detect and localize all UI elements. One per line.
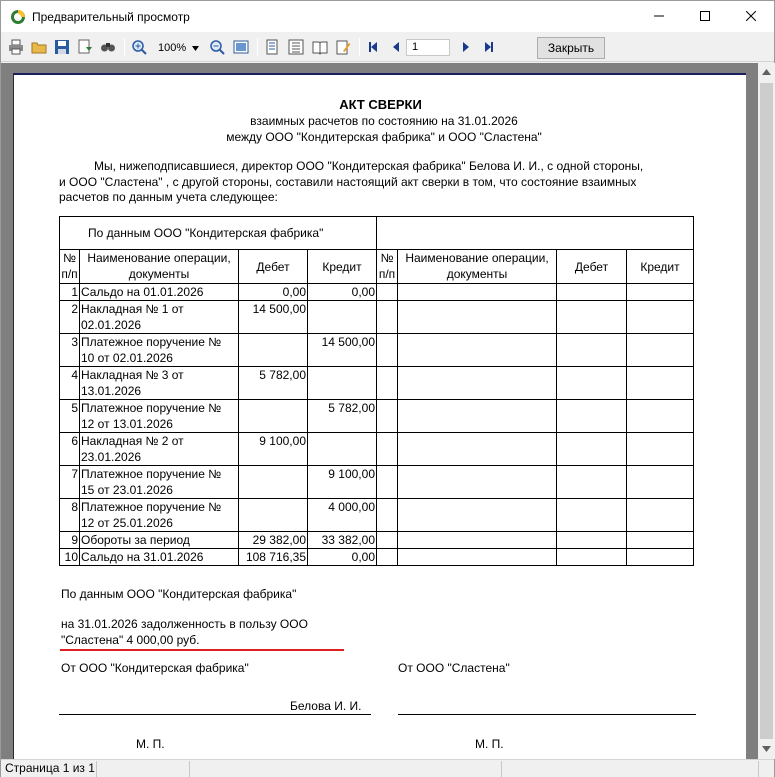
row-number-right <box>377 549 398 566</box>
row-credit-right <box>627 367 694 400</box>
row-credit-right <box>627 532 694 549</box>
row-operation-name: Сальдо на 01.01.2026 <box>80 284 239 301</box>
row-credit-right <box>627 466 694 499</box>
row-operation-name: Платежное поручение № 15 от 23.01.2026 <box>80 466 239 499</box>
row-number: 9 <box>60 532 80 549</box>
row-number-right <box>377 499 398 532</box>
last-page-icon <box>483 41 495 53</box>
row-number-right <box>377 284 398 301</box>
table-row <box>60 433 694 466</box>
table-row <box>60 532 694 549</box>
toolbar-separator <box>257 38 258 56</box>
row-credit: 0,00 <box>308 284 377 301</box>
next-page-button[interactable] <box>457 38 475 56</box>
summary-line-1: на 31.01.2026 задолженность в пользу ООО <box>61 617 308 631</box>
row-debit-right <box>557 549 627 566</box>
outline-icon <box>288 39 304 55</box>
row-number: 8 <box>60 499 80 532</box>
maximize-button[interactable] <box>682 1 728 31</box>
row-debit-right <box>557 499 627 532</box>
report-subtitle-parties: между ООО "Кондитерская фабрика" и ООО "Сластена" <box>226 130 542 144</box>
row-credit-right <box>627 400 694 433</box>
row-debit-right <box>557 532 627 549</box>
col-name-header-right: Наименование операции, документы <box>398 250 557 284</box>
row-operation-name-right <box>398 334 557 367</box>
scroll-down-icon[interactable] <box>762 746 771 752</box>
first-page-icon <box>367 41 379 53</box>
row-credit-right <box>627 301 694 334</box>
row-number-right <box>377 334 398 367</box>
table-row <box>60 334 694 367</box>
row-operation-name-right <box>398 466 557 499</box>
zoom-select[interactable] <box>156 39 202 57</box>
row-debit-right <box>557 400 627 433</box>
row-operation-name: Платежное поручение № 12 от 25.01.2026 <box>80 499 239 532</box>
left-party-header: По данным ООО "Кондитерская фабрика" <box>60 217 377 250</box>
row-debit-right <box>557 301 627 334</box>
save-icon <box>54 39 70 55</box>
signature-line-left <box>59 714 371 715</box>
vertical-scrollbar[interactable] <box>758 63 775 759</box>
prev-page-icon <box>390 41 402 53</box>
row-number: 7 <box>60 466 80 499</box>
table-row <box>60 400 694 433</box>
row-number-right <box>377 367 398 400</box>
row-credit <box>308 433 377 466</box>
row-debit <box>239 400 308 433</box>
next-page-icon <box>460 41 472 53</box>
row-credit-right <box>627 433 694 466</box>
fit-page-icon <box>233 39 249 55</box>
row-debit-right <box>557 334 627 367</box>
print-icon <box>8 39 24 55</box>
row-debit: 0,00 <box>239 284 308 301</box>
title-bar <box>1 1 774 32</box>
row-number: 3 <box>60 334 80 367</box>
row-credit: 33 382,00 <box>308 532 377 549</box>
report-subtitle-date: взаимных расчетов по состоянию на 31.01.2026 <box>250 114 518 128</box>
row-number: 4 <box>60 367 80 400</box>
export-button[interactable] <box>76 38 94 56</box>
status-divider <box>189 761 190 777</box>
fit-page-button[interactable] <box>232 38 250 56</box>
row-operation-name: Накладная № 2 от 23.01.2026 <box>80 433 239 466</box>
row-credit-right <box>627 499 694 532</box>
row-number: 2 <box>60 301 80 334</box>
status-bar <box>1 759 774 777</box>
status-divider <box>758 761 759 777</box>
intro-line-1: Мы, нижеподписавшиеся, директор ООО "Кондитерская фабрика" Белова И. И., с одной стороны, <box>94 159 644 173</box>
preview-area[interactable] <box>1 63 758 759</box>
scroll-up-icon[interactable] <box>762 69 771 75</box>
summary-label: По данным ООО "Кондитерская фабрика" <box>61 587 297 601</box>
book-button[interactable] <box>311 38 329 56</box>
table-row <box>60 367 694 400</box>
row-operation-name: Обороты за период <box>80 532 239 549</box>
row-operation-name-right <box>398 367 557 400</box>
row-debit: 29 382,00 <box>239 532 308 549</box>
row-debit <box>239 334 308 367</box>
col-name-header: Наименование операции, документы <box>80 250 239 284</box>
row-number-right <box>377 400 398 433</box>
report-page <box>13 73 746 759</box>
row-credit-right <box>627 549 694 566</box>
row-debit <box>239 466 308 499</box>
status-divider <box>501 761 502 777</box>
stamp-left: М. П. <box>136 737 165 751</box>
row-number: 5 <box>60 400 80 433</box>
window-title: Предварительный просмотр <box>32 9 190 24</box>
chevron-down-icon <box>192 46 199 51</box>
table-row <box>60 284 694 301</box>
red-underline <box>60 649 344 651</box>
page-number-input[interactable]: 1 <box>406 39 450 56</box>
stamp-right: М. П. <box>475 737 504 751</box>
row-operation-name-right <box>398 400 557 433</box>
right-party-header <box>377 217 694 250</box>
row-credit-right <box>627 284 694 301</box>
row-operation-name-right <box>398 433 557 466</box>
close-preview-button[interactable]: Закрыть <box>537 37 605 59</box>
page-setup-button[interactable] <box>263 38 281 56</box>
zoom-value: 100% <box>158 42 187 54</box>
row-number-right <box>377 466 398 499</box>
open-icon <box>31 39 47 55</box>
row-debit-right <box>557 433 627 466</box>
table-row <box>60 549 694 566</box>
edit-button[interactable] <box>334 38 352 56</box>
status-divider <box>96 761 97 777</box>
row-debit: 9 100,00 <box>239 433 308 466</box>
signature-line-right <box>398 714 696 715</box>
row-debit: 14 500,00 <box>239 301 308 334</box>
toolbar-separator <box>359 38 360 56</box>
col-debit-header: Дебет <box>239 250 308 284</box>
row-credit-right <box>627 334 694 367</box>
close-icon <box>746 11 756 21</box>
page-info: Страница 1 из 1 <box>5 761 95 775</box>
sign-right-label: От ООО "Сластена" <box>398 661 510 675</box>
intro-line-2: и ООО "Сластена" , с другой стороны, составили настоящий акт сверки в том, что состояние взаимных <box>59 175 637 189</box>
open-button[interactable] <box>30 38 48 56</box>
row-operation-name: Накладная № 1 от 02.01.2026 <box>80 301 239 334</box>
outline-button[interactable] <box>287 38 305 56</box>
first-page-button[interactable] <box>364 38 382 56</box>
col-credit-header: Кредит <box>308 250 377 284</box>
row-number-right <box>377 433 398 466</box>
row-credit: 4 000,00 <box>308 499 377 532</box>
table-row <box>60 499 694 532</box>
row-credit: 5 782,00 <box>308 400 377 433</box>
row-operation-name: Сальдо на 31.01.2026 <box>80 549 239 566</box>
report-title: АКТ СВЕРКИ <box>339 97 422 112</box>
row-credit <box>308 301 377 334</box>
row-number: 1 <box>60 284 80 301</box>
intro-line-3: расчетов по данным учета следующее: <box>59 190 278 204</box>
row-number-right <box>377 532 398 549</box>
row-operation-name-right <box>398 549 557 566</box>
row-operation-name-right <box>398 284 557 301</box>
table-row <box>60 301 694 334</box>
row-operation-name-right <box>398 532 557 549</box>
prev-page-button[interactable] <box>387 38 405 56</box>
signer-left-name: Белова И. И. <box>290 699 362 713</box>
row-number-right <box>377 301 398 334</box>
row-debit: 5 782,00 <box>239 367 308 400</box>
edit-icon <box>335 39 351 55</box>
row-operation-name: Платежное поручение № 10 от 02.01.2026 <box>80 334 239 367</box>
row-credit: 9 100,00 <box>308 466 377 499</box>
row-credit <box>308 367 377 400</box>
col-num-header-right: № п/п <box>377 250 398 284</box>
print-button[interactable] <box>7 38 25 56</box>
sign-left-label: От ООО "Кондитерская фабрика" <box>61 661 249 675</box>
row-debit: 108 716,35 <box>239 549 308 566</box>
find-button[interactable] <box>99 38 117 56</box>
zoom-out-icon <box>209 39 225 55</box>
row-number: 6 <box>60 433 80 466</box>
save-button[interactable] <box>53 38 71 56</box>
row-debit-right <box>557 466 627 499</box>
row-credit: 14 500,00 <box>308 334 377 367</box>
row-debit-right <box>557 284 627 301</box>
minimize-button[interactable] <box>636 1 682 31</box>
row-number: 10 <box>60 549 80 566</box>
row-credit: 0,00 <box>308 549 377 566</box>
row-operation-name-right <box>398 301 557 334</box>
toolbar <box>1 32 774 62</box>
minimize-icon <box>654 11 664 21</box>
find-icon <box>100 39 116 55</box>
last-page-button[interactable] <box>480 38 498 56</box>
close-window-button[interactable] <box>728 1 774 31</box>
row-operation-name: Накладная № 3 от 13.01.2026 <box>80 367 239 400</box>
zoom-out-button[interactable] <box>208 38 226 56</box>
table-row <box>60 466 694 499</box>
zoom-in-button[interactable] <box>130 38 148 56</box>
app-logo-icon <box>10 9 26 25</box>
maximize-icon <box>700 11 710 21</box>
toolbar-separator <box>124 38 125 56</box>
col-credit-header-right: Кредит <box>627 250 694 284</box>
reconciliation-table <box>59 216 694 566</box>
page-setup-icon <box>264 39 280 55</box>
row-operation-name-right <box>398 499 557 532</box>
summary-line-2: "Сластена" 4 000,00 руб. <box>61 633 200 647</box>
col-num-header: № п/п <box>60 250 80 284</box>
row-operation-name: Платежное поручение № 12 от 13.01.2026 <box>80 400 239 433</box>
col-debit-header-right: Дебет <box>557 250 627 284</box>
zoom-in-icon <box>131 39 147 55</box>
scrollbar-thumb[interactable] <box>760 83 773 739</box>
book-icon <box>312 39 328 55</box>
export-icon <box>77 39 93 55</box>
row-debit-right <box>557 367 627 400</box>
row-debit <box>239 499 308 532</box>
table-body <box>60 284 694 566</box>
